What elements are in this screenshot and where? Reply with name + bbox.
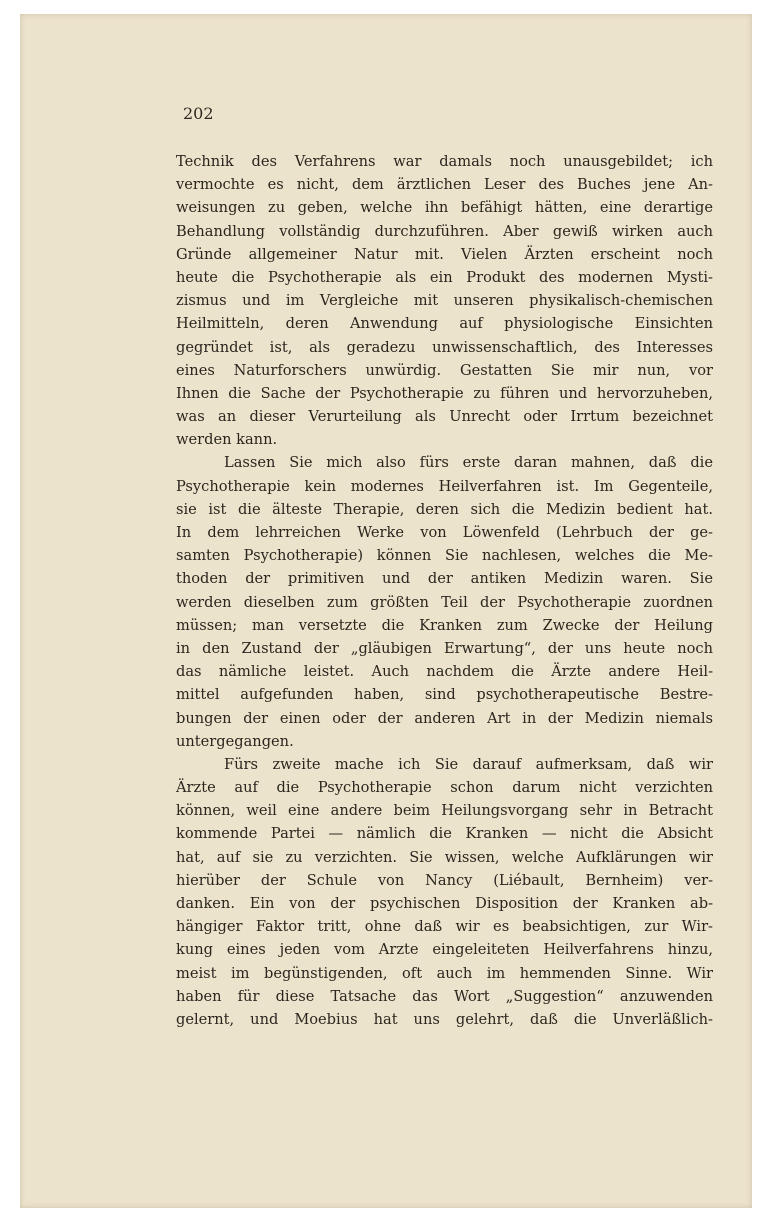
paragraph	[176, 451, 713, 752]
text-line: weisungen zu geben, welche ihn befähigt hätten, eine derartige	[176, 199, 713, 217]
text-line: eines Naturforschers unwürdig. Gestatten Sie mir nun, vor	[176, 361, 713, 379]
text-line: das nämliche leistet. Auch nachdem die Ärzte andere Heil-	[176, 663, 713, 681]
text-line: gegründet ist, als geradezu unwissenschaftlich, des Interesses	[176, 338, 713, 356]
text-line: Lassen Sie mich also fürs erste daran mahnen, daß die	[224, 454, 713, 472]
text-line: Technik des Verfahrens war damals noch unausgebildet; ich	[176, 153, 713, 170]
text-line: Gründe allgemeiner Natur mit. Vielen Ärzten erscheint noch	[176, 245, 713, 263]
text-line: thoden der primitiven und der antiken Medizin waren. Sie	[176, 570, 713, 588]
text-line: werden dieselben zum größten Teil der Psychotherapie zuordnen	[176, 593, 713, 611]
text-line: Psychotherapie kein modernes Heilverfahren ist. Im Gegenteile,	[176, 477, 713, 495]
text-line: bungen der einen oder der anderen Art in der Medizin niemals	[176, 709, 713, 727]
text-line: mittel aufgefunden haben, sind psychotherapeutische Bestre-	[176, 686, 713, 704]
text-line: Ärzte auf die Psychotherapie schon darum nicht verzichten	[176, 779, 713, 797]
page-number: 202	[183, 104, 214, 123]
text-line: kommende Partei — nämlich die Kranken — nicht die Absicht	[176, 825, 713, 843]
text-line: müssen; man versetzte die Kranken zum Zwecke der Heilung	[176, 616, 713, 634]
text-line: kung eines jeden vom Arzte eingeleiteten Heilverfahrens hinzu,	[176, 941, 713, 959]
paragraph	[176, 150, 713, 451]
text-line: hängiger Faktor tritt, ohne daß wir es beabsichtigen, zur Wir-	[176, 918, 713, 936]
text-line: Heilmitteln, deren Anwendung auf physiologische Einsichten	[176, 315, 713, 333]
text-line: hierüber der Schule von Nancy (Liébault, Bernheim) ver-	[176, 871, 713, 889]
text-line: hat, auf sie zu verzichten. Sie wissen, welche Aufklärungen wir	[176, 848, 713, 866]
text-line: Ihnen die Sache der Psychotherapie zu führen und hervorzuheben,	[176, 384, 713, 402]
text-line: In dem lehrreichen Werke von Löwenfeld (Lehrbuch der ge-	[176, 524, 713, 541]
text-line: danken. Ein von der psychischen Disposition der Kranken ab-	[176, 895, 713, 912]
text-line: zismus und im Vergleiche mit unseren physikalisch-chemischen	[176, 292, 713, 310]
text-line: vermochte es nicht, dem ärztlichen Leser des Buches jene An-	[176, 176, 713, 194]
text-line: haben für diese Tatsache das Wort „Suggestion“ anzuwenden	[176, 987, 713, 1005]
text-line: was an dieser Verurteilung als Unrecht oder Irrtum bezeichnet	[176, 408, 713, 426]
text-line: Fürs zweite mache ich Sie darauf aufmerksam, daß wir	[224, 755, 713, 773]
text-line: werden kann.	[176, 431, 278, 449]
text-line: in den Zustand der „gläubigen Erwartung“, der uns heute noch	[176, 639, 713, 657]
text-line: heute die Psychotherapie als ein Produkt des modernen Mysti-	[176, 268, 713, 286]
body-text	[176, 150, 713, 1031]
text-line: sie ist die älteste Therapie, deren sich die Medizin bedient hat.	[176, 500, 713, 518]
text-line: Behandlung vollständig durchzuführen. Aber gewiß wirken auch	[176, 222, 713, 240]
text-line: gelernt, und Moebius hat uns gelehrt, daß die Unverläßlich-	[176, 1010, 713, 1028]
text-line: können, weil eine andere beim Heilungsvorgang sehr in Betracht	[176, 802, 713, 820]
paragraph	[176, 753, 713, 1031]
text-line: meist im begünstigenden, oft auch im hemmenden Sinne. Wir	[176, 964, 713, 982]
text-line: untergegangen.	[176, 732, 294, 750]
text-line: samten Psychotherapie) können Sie nachlesen, welches die Me-	[176, 547, 713, 565]
